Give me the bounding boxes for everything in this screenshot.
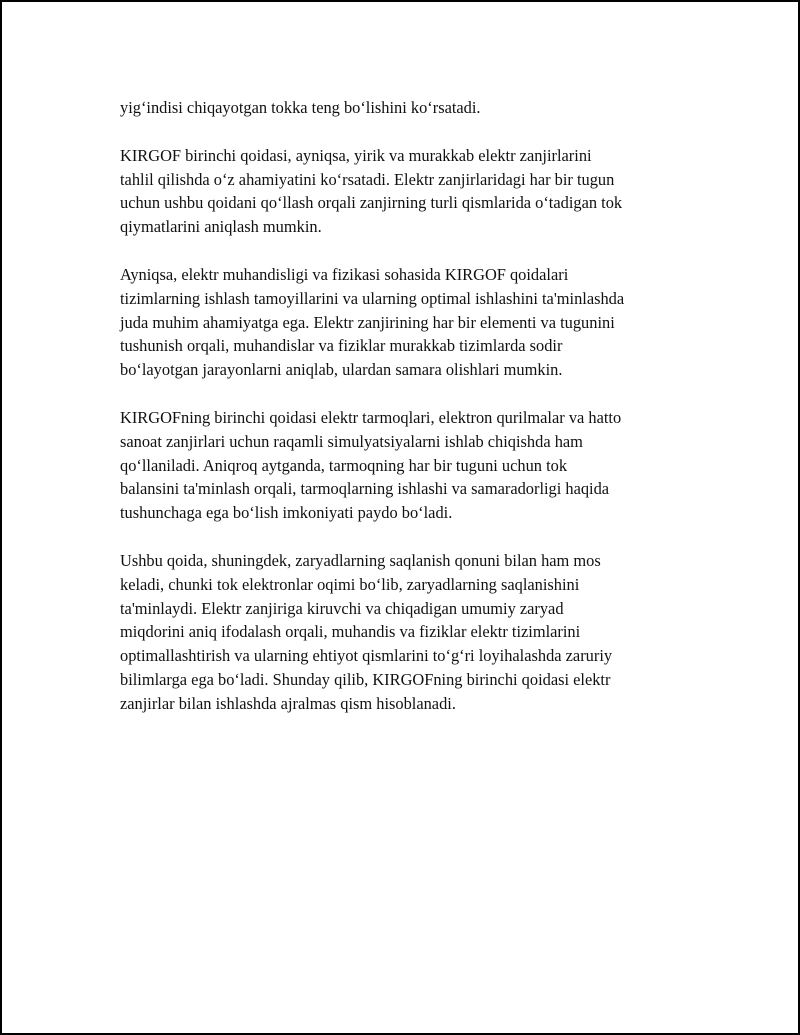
- text-line: miqdorini aniq ifodalash orqali, muhandis va fiziklar elektr tizimlarini: [120, 622, 581, 642]
- paragraph-2: [120, 144, 710, 239]
- text-line: juda muhim ahamiyatga ega. Elektr zanjirining har bir elementi va tugunini: [120, 312, 615, 332]
- text-line: KIRGOF birinchi qoidasi, ayniqsa, yirik va murakkab elektr zanjirlarini: [120, 145, 592, 165]
- text-line: tizimlarning ishlash tamoyillarini va ularning optimal ishlashini ta'minlashda: [120, 288, 625, 308]
- text-line: keladi, chunki tok elektronlar oqimi bo‘lib, zaryadlarning saqlanishini: [120, 574, 580, 594]
- text-line: sanoat zanjirlari uchun raqamli simulyatsiyalarni ishlab chiqishda ham: [120, 431, 583, 451]
- text-line: Ushbu qoida, shuningdek, zaryadlarning saqlanish qonuni bilan ham mos: [120, 550, 601, 570]
- text-line: bo‘layotgan jarayonlarni aniqlab, ulardan samara olishlari mumkin.: [120, 360, 563, 380]
- text-line: yig‘indisi chiqayotgan tokka teng bo‘lishini ko‘rsatadi.: [120, 98, 481, 117]
- text-line: tahlil qilishda o‘z ahamiyatini ko‘rsatadi. Elektr zanjirlaridagi har bir tugun: [120, 169, 615, 189]
- text-line: tushunchaga ega bo‘lish imkoniyati paydo bo‘ladi.: [120, 503, 453, 523]
- text-line: zanjirlar bilan ishlashda ajralmas qism hisoblanadi.: [120, 693, 456, 713]
- text-line: bilimlarga ega bo‘ladi. Shunday qilib, KIRGOFning birinchi qoidasi elektr: [120, 669, 611, 689]
- paragraph-4: [120, 406, 710, 525]
- text-line: ta'minlaydi. Elektr zanjiriga kiruvchi va chiqadigan umumiy zaryad: [120, 598, 564, 618]
- text-line: qiymatlarini aniqlash mumkin.: [120, 217, 322, 237]
- paragraph-3: [120, 263, 710, 382]
- paragraph-5: [120, 549, 710, 716]
- text-line: Ayniqsa, elektr muhandisligi va fizikasi sohasida KIRGOF qoidalari: [120, 264, 569, 284]
- document-body: [120, 96, 710, 740]
- paragraph-1: [120, 96, 710, 120]
- text-line: qo‘llaniladi. Aniqroq aytganda, tarmoqning har bir tuguni uchun tok: [120, 455, 568, 475]
- text-line: balansini ta'minlash orqali, tarmoqlarning ishlashi va samaradorligi haqida: [120, 479, 610, 499]
- text-line: KIRGOFning birinchi qoidasi elektr tarmoqlari, elektron qurilmalar va hatto: [120, 407, 622, 427]
- text-line: optimallashtirish va ularning ehtiyot qismlarini to‘g‘ri loyihalashda zaruriy: [120, 646, 613, 666]
- text-line: uchun ushbu qoidani qo‘llash orqali zanjirning turli qismlarida o‘tadigan tok: [120, 193, 623, 213]
- text-line: tushunish orqali, muhandislar va fiziklar murakkab tizimlarda sodir: [120, 336, 563, 356]
